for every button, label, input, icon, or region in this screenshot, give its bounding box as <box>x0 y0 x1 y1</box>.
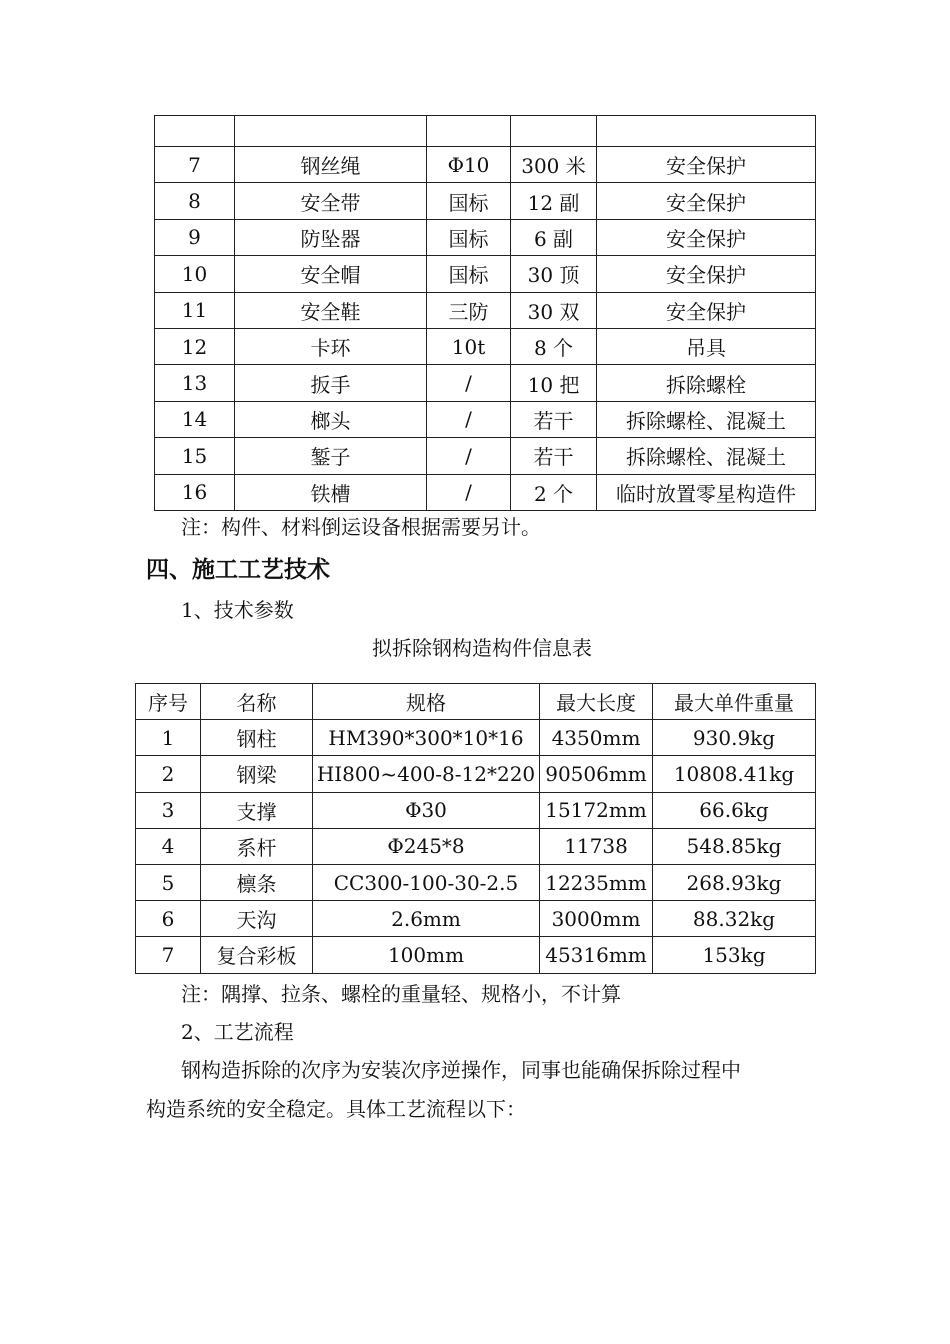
table-cell: 14 <box>155 401 235 437</box>
table-cell: 安全保护 <box>597 147 816 183</box>
table-cell: 5 <box>136 864 201 900</box>
table-header-cell: 序号 <box>136 684 201 720</box>
table-header-row <box>136 684 816 720</box>
table-cell: HI800~400-8-12*220 <box>313 756 540 792</box>
table-cell <box>511 116 597 147</box>
table-cell: Φ10 <box>427 147 511 183</box>
table-cell: 300 米 <box>511 147 597 183</box>
table-row <box>155 401 816 437</box>
table-cell: 临时放置零星构造件 <box>597 474 816 510</box>
table-cell <box>597 116 816 147</box>
table-cell: 錾子 <box>235 438 427 474</box>
table-cell: 安全帽 <box>235 256 427 292</box>
table-row <box>136 828 816 864</box>
table-cell: 12 副 <box>511 183 597 219</box>
table-cell: 10808.41kg <box>653 756 816 792</box>
table-cell: 10 把 <box>511 365 597 401</box>
table-row <box>155 256 816 292</box>
table-cell: 30 双 <box>511 292 597 328</box>
table-cell: 拆除螺栓 <box>597 365 816 401</box>
table-cell: 11 <box>155 292 235 328</box>
table-cell: 8 <box>155 183 235 219</box>
table-cell: 天沟 <box>201 901 313 937</box>
equipment-table <box>154 115 816 511</box>
table-cell: 11738 <box>540 828 653 864</box>
section-heading: 四、施工工艺技术 <box>146 557 330 583</box>
table-cell: 12 <box>155 328 235 364</box>
table-cell: 4 <box>136 828 201 864</box>
table-header-cell: 最大单件重量 <box>653 684 816 720</box>
table-cell: 16 <box>155 474 235 510</box>
table-cell: / <box>427 474 511 510</box>
table-cell <box>155 116 235 147</box>
table-title: 拟拆除钢构造构件信息表 <box>372 636 592 660</box>
table-cell: 钢丝绳 <box>235 147 427 183</box>
table-row <box>155 116 816 147</box>
table-cell: / <box>427 365 511 401</box>
table-cell: / <box>427 438 511 474</box>
table-cell: 国标 <box>427 219 511 255</box>
process-paragraph-line-2: 构造系统的安全稳定。具体工艺流程以下： <box>146 1097 526 1121</box>
table-row <box>136 720 816 756</box>
table-row <box>155 438 816 474</box>
table-cell: 88.32kg <box>653 901 816 937</box>
table-cell: 45316mm <box>540 937 653 973</box>
table-cell: / <box>427 401 511 437</box>
table-row <box>136 901 816 937</box>
table-row <box>155 147 816 183</box>
table-cell: 100mm <box>313 937 540 973</box>
table-cell: 拆除螺栓、混凝土 <box>597 401 816 437</box>
table-cell: 15172mm <box>540 792 653 828</box>
table-cell: 支撑 <box>201 792 313 828</box>
table-header-cell: 规格 <box>313 684 540 720</box>
table-cell <box>427 116 511 147</box>
table-cell: 1 <box>136 720 201 756</box>
table-cell: 拆除螺栓、混凝土 <box>597 438 816 474</box>
table-cell: 钢梁 <box>201 756 313 792</box>
table-cell: 3 <box>136 792 201 828</box>
table-header-cell: 名称 <box>201 684 313 720</box>
table-row <box>155 219 816 255</box>
table-cell: 2 个 <box>511 474 597 510</box>
table-cell: 6 <box>136 901 201 937</box>
table-cell: 13 <box>155 365 235 401</box>
table-cell: 三防 <box>427 292 511 328</box>
table-cell: CC300-100-30-2.5 <box>313 864 540 900</box>
table-cell: 国标 <box>427 183 511 219</box>
table-cell: 安全保护 <box>597 256 816 292</box>
table-row <box>155 183 816 219</box>
table-row <box>136 756 816 792</box>
table-cell: 钢柱 <box>201 720 313 756</box>
table-cell: 安全保护 <box>597 219 816 255</box>
process-paragraph-line-1: 钢构造拆除的次序为安装次序逆操作，同事也能确保拆除过程中 <box>181 1058 741 1082</box>
subsection-process-flow: 2、工艺流程 <box>181 1020 294 1044</box>
component-note: 注：隅撑、拉条、螺栓的重量轻、规格小，不计算 <box>181 982 621 1006</box>
subsection-technical-parameters: 1、技术参数 <box>181 598 294 622</box>
table-cell: 檩条 <box>201 864 313 900</box>
table-cell: 548.85kg <box>653 828 816 864</box>
table-cell: 66.6kg <box>653 792 816 828</box>
table-cell: 15 <box>155 438 235 474</box>
table-row <box>136 864 816 900</box>
table-cell: 扳手 <box>235 365 427 401</box>
table-cell: 吊具 <box>597 328 816 364</box>
table-cell: 若干 <box>511 438 597 474</box>
table-row <box>136 937 816 973</box>
table-cell: 铁槽 <box>235 474 427 510</box>
table-cell: HM390*300*10*16 <box>313 720 540 756</box>
table-cell: 90506mm <box>540 756 653 792</box>
table-cell: 4350mm <box>540 720 653 756</box>
table-cell: 国标 <box>427 256 511 292</box>
table-row <box>155 292 816 328</box>
table-cell: 153kg <box>653 937 816 973</box>
table-cell: 30 顶 <box>511 256 597 292</box>
table-cell: 10 <box>155 256 235 292</box>
table-cell: 930.9kg <box>653 720 816 756</box>
table-row <box>155 328 816 364</box>
table-header-cell: 最大长度 <box>540 684 653 720</box>
component-table <box>135 683 816 974</box>
table-row <box>155 474 816 510</box>
table-cell: 卡环 <box>235 328 427 364</box>
table-cell: Φ245*8 <box>313 828 540 864</box>
table-cell: 2 <box>136 756 201 792</box>
table-cell: Φ30 <box>313 792 540 828</box>
table-cell: 6 副 <box>511 219 597 255</box>
table-cell: 安全鞋 <box>235 292 427 328</box>
table-cell <box>235 116 427 147</box>
table-row <box>155 365 816 401</box>
table-cell: 安全带 <box>235 183 427 219</box>
table-cell: 9 <box>155 219 235 255</box>
table-cell: 7 <box>155 147 235 183</box>
table-cell: 3000mm <box>540 901 653 937</box>
table-cell: 安全保护 <box>597 292 816 328</box>
table-row <box>136 792 816 828</box>
table-cell: 安全保护 <box>597 183 816 219</box>
table-cell: 8 个 <box>511 328 597 364</box>
table-cell: 系杆 <box>201 828 313 864</box>
table-cell: 防坠器 <box>235 219 427 255</box>
table-cell: 榔头 <box>235 401 427 437</box>
table-cell: 7 <box>136 937 201 973</box>
equipment-note: 注：构件、材料倒运设备根据需要另计。 <box>181 515 541 539</box>
table-cell: 268.93kg <box>653 864 816 900</box>
table-cell: 若干 <box>511 401 597 437</box>
table-cell: 10t <box>427 328 511 364</box>
table-cell: 复合彩板 <box>201 937 313 973</box>
table-cell: 12235mm <box>540 864 653 900</box>
table-cell: 2.6mm <box>313 901 540 937</box>
